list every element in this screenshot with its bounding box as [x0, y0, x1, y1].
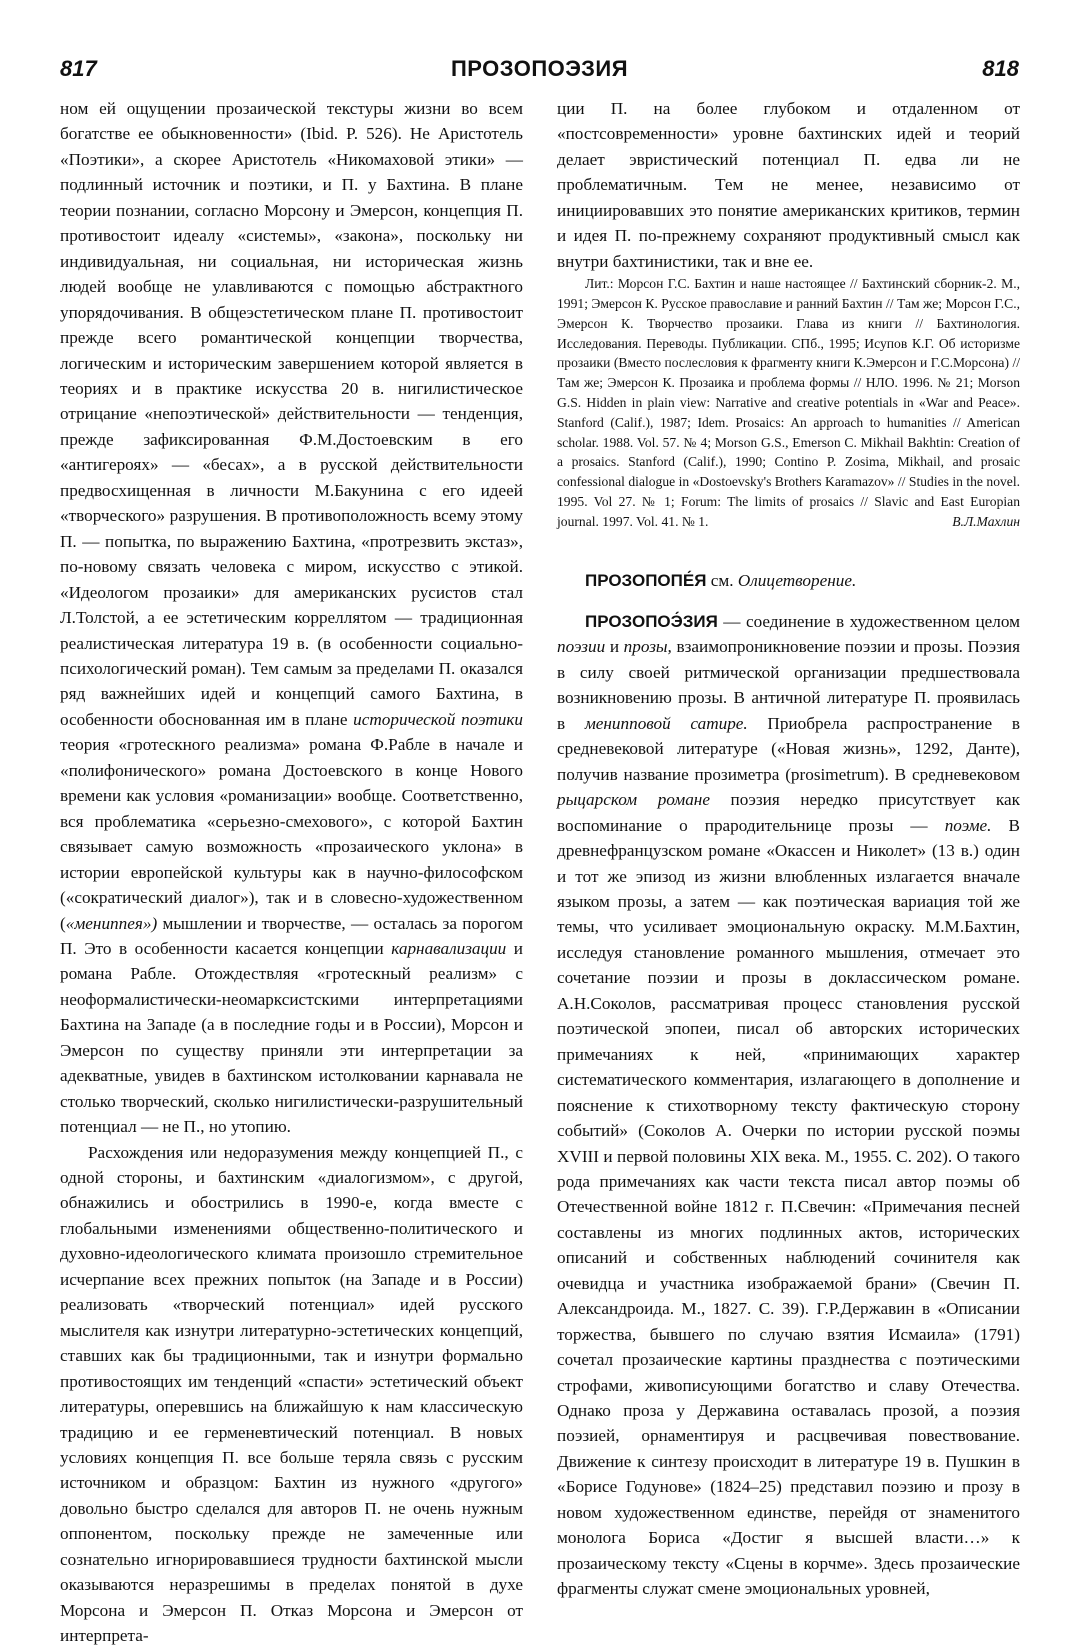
- cross-reference: поэме.: [944, 815, 992, 835]
- cross-reference: поэзии: [557, 637, 606, 657]
- right-paragraph-1: ции П. на более глубоком и отдаленном от «постсовременности» уровне бахтинских идей и теорий делает эвристический потенциал П. едва ли не проблематичным. Тем не менее, независимо от инициировавших это понятие американских критиков, термин и идея П. по-прежнему сохраняют продуктивный смысл как внутри бахтинистики, так и вне ее.: [557, 99, 1020, 271]
- entry-heading: ПРОЗОПОЭ́ЗИЯ: [585, 611, 718, 631]
- cross-reference: карнавализации: [391, 938, 507, 958]
- text-run: Приобрела распространение в средневековой литературе («Новая жизнь», 1292, Данте), получив название прозиметра (prosimetrum). В средневековом: [557, 713, 1020, 784]
- bibliography: [557, 274, 1020, 531]
- left-column: [60, 96, 523, 1649]
- text-run: и: [605, 637, 624, 657]
- text-run: В древнефранцузском романе «Окассен и Николет» (13 в.) один и тот же эпизод из жизни влюбленных излагается вначале языком прозы, а затем — как поэтическая вариация той же темы, что усиливает эмоциональную окраску. М.М.Бахтин, исследуя становление романного мышления, отмечает это сочетание поэзии и прозы в доклассическом романе. А.Н.Соколов, рассматривая процесс становления русской поэтической эпопеи, писал об авторских исторических примечаниях к ней, «принимающих характер систематического комментария, излагающего в дополнение и пояснение к стихотворному тексту фактическую сторону событий» (Соколов А. Очерки по истории русской поэмы XVIII и первой половины XIX века. М., 1955. С. 202). О такого рода примечаниях как части текста писал автор поэмы об Отечественной войне 1812 г. П.Свечин: «Примечания песней составлены из многих подлинных актов, исторических описаний и собственных наблюдений сочинителя как очевидца и участника изображаемой брани» (Свечин П. Александроида. М., 1827. С. 39). Г.Р.Державин в «Описании торжества, бывшего по случаю взятия Исмаила» (1791) сочетал прозаические картины празднества с поэтическими строфами, живописующими богатство и славу Отечества. Однако проза у Державина оставалась прозой, а поэзия поэзией, орнаментируя и расцвечивая повествование. Движение к синтезу происходит в литературе 19 в. Пушкин в «Борисе Годунове» (1824–25) представил поэзию и прозу в новом художественном единстве, перейдя от знаменитого монолога Бориса «Достиг я высшей власти…» к прозаическому тексту «Сцены в корчме». Здесь прозаические фрагменты служат смене эмоциональных уровней,: [557, 815, 1020, 1599]
- text-run: см.: [706, 570, 738, 590]
- text-run: поэзия нередко присутствует как воспоминание о прародительнице прозы —: [557, 790, 1020, 835]
- cross-reference: рыцарском романе: [557, 790, 710, 810]
- page-header: [60, 56, 1019, 90]
- text-run: и романа Рабле. Отождествляя «гротескный реализм» с неоформалистически-неомарксистскими интерпретациями Бахтина на Западе (а в последние годы и в России), Морсон и Эмерсон по существу приняли эти интерпретации за адекватные, увидев в бахтинском истолковании карнавала не столько творческий, сколько нигилистически-разрушительный потенциал — не П., но утопию.: [60, 938, 523, 1137]
- entry-heading: ПРОЗОПОПЕ́Я: [585, 570, 707, 590]
- cross-reference: «мениппея»): [65, 913, 158, 933]
- cross-reference: прозы,: [623, 637, 672, 657]
- left-paragraph-2: Расхождения или недоразумения между концепцией П., с одной стороны, и бахтинским «диалогизмом», с другой, обнажились и обострились в 1990-е, когда вместе с глобальными изменениями общественно-политического и духовно-идеологического климата произошло стремительное исчерпание всех прежних попыток (на Западе и в России) реализовать «творческий потенциал» идей русского мыслителя как изнутри литературно-эстетических концепций, ставших как бы традиционными, так и изнутри формально противостоящих им тенденций «спасти» эстетический объект литературы, оперевшись на ближайшую к нам классическую традицию и ее герменевтический потенциал. В новых условиях концепция П. все больше теряла связь с русским источником и образцом: Бахтин из нужного «другого» довольно быстро сделался для авторов П. не очень нужным оппонентом, поскольку прежде не замеченные или сознательно игнорировавшиеся трудности бахтинской мысли оказываются неразрешимы в пределах понятой в духе Морсона и Эмерсон П. Отказ Морсона и Эмерсон от интерпрета-: [60, 1142, 523, 1646]
- text-run: взаимопроникновение поэзии и прозы. Поэзия в силу своей ритмической организации предшествовала возникновению прозы. В античной литературе П. проявилась в: [557, 637, 1021, 733]
- text-run: ном ей ощущении прозаической текстуры жизни во всем богатстве ее обыкновенности» (Ibid. P. 526). Не Аристотель «Поэтики», а скорее Аристотель «Никомаховой этики» — подлинный источник и поэтики, и П. у Бахтина. В плане теории познании, согласно Морсону и Эмерсон, концепция П. противостоит идеалу «системы», «закона», поскольку ни индивидуальная, ни социальная, ни историческая жизнь людей вообще не улавливаются с помощью абстрактного упорядочивания. В общеэстетическом плане П. противостоит прежде всего романтической концепции творчества, логическим и историческим завершением которой является в теориях и в практике искусства 20 в. нигилистическое отрицание «непоэтической» действительности — тенденция, прежде зафиксированная Ф.М.Достоевским в его «антигероях» — «бесах», а в русской действительности предвосхищенная в личности М.Бакунина с его идеей «творческого» разрушения. В противоположность всему этому П. — попытка, по выражению Бахтина, «протрезвить экстаз», по-новому связать человека с миром, искусство с этикой. «Идеологом прозаики» для американских русистов стал Л.Толстой, а ее эстетическим корреллятом — традиционная реалистическая литература 19 в. (в особенности социально-психологический роман). Тем самым за пределами П. оказался ряд важнейших идей и концепций самого Бахтина, в особенности обоснованная им в плане: [60, 99, 523, 729]
- cross-reference: исторической поэтики: [353, 709, 523, 729]
- entry-prozopopeya: [557, 568, 1020, 593]
- text-run: теория «гротескного реализма» романа Ф.Рабле в начале и «полифонического» романа Достоевского в конце Нового времени как условия «романизации» вообще. Соответственно, вся проблематика «серьезно-смехового», с которой Бахтин связывает самую возможность «прозаического уклона» в истории европейской культуры как в научно-философском («сократический диалог»), так и в словесно-художественном (: [60, 735, 523, 933]
- text-run: — соединение в художественном целом: [717, 611, 1020, 631]
- right-column: [557, 96, 1020, 1602]
- bibliography-text: Лит.: Морсон Г.С. Бахтин и наше настоящее // Бахтинский сборник-2. М., 1991; Эмерсон К. Русское православие и ранний Бахтин // Там же; Морсон Г.С., Эмерсон К. Творчество прозаики. Глава из книги // Бахтинология. Исследования. Переводы. Публикации. СПб., 1995; Исупов К.Г. Об историзме прозаики (Вместо послесловия к фрагменту книги К.Эмерсон и Г.С.Морсона) // Там же; Эмерсон К. Прозаика и проблема формы // НЛО. 1996. № 21; Morson G.S. Hidden in plain view: Narrative and creative potentials in «War and Peace». Stanford (Calif.), 1987; Idem. Prosaics: An approach to humanities // American scholar. 1988. Vol. 57. № 4; Morson G.S., Emerson C. Mikhail Bakhtin: Creation of a prosaics. Stanford (Calif.), 1990; Contino P. Zosima, Mikhail, and prosaic confessional dialogue in «Dostoevsky's Brothers Karamazov» // Studies in the novel. 1995. Vol 27. № 1; Forum: The limits of prosaics // Slavic and East Europian journal. 1997. Vol. 41. № 1.: [557, 276, 1020, 529]
- entry-prozopoeziya: [557, 609, 1020, 1602]
- page-number-left: 817: [60, 56, 97, 81]
- cross-reference: Олицетворение.: [737, 570, 857, 590]
- left-paragraph-1: [60, 96, 523, 1140]
- running-title: ПРОЗОПОЭЗИЯ: [450, 56, 629, 81]
- text-run: мышлении и творчестве, — осталась за порогом П. Это в особенности касается концепции: [60, 913, 523, 958]
- author-signature: В.Л.Махлин: [952, 513, 1020, 529]
- page-number-right: 818: [982, 56, 1019, 81]
- cross-reference: менипповой сатире.: [584, 713, 748, 733]
